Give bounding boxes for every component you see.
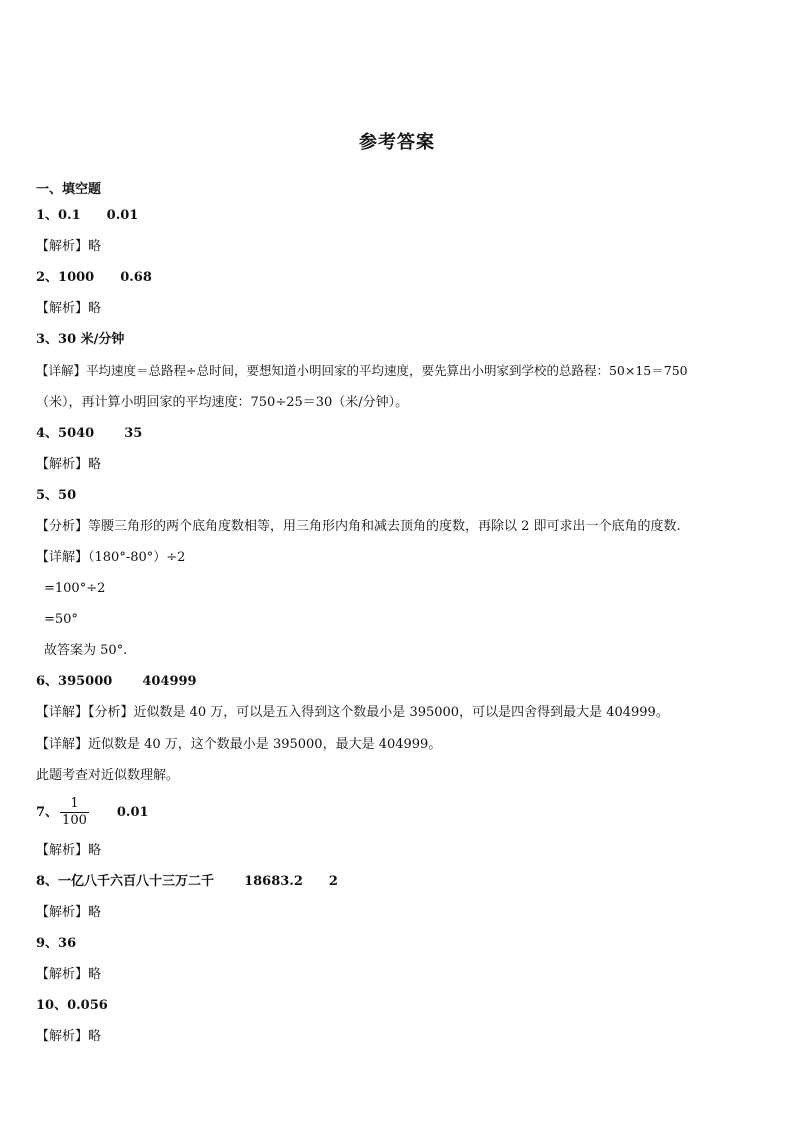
answer-note: 【解析】略	[36, 239, 102, 254]
answer-value: 50	[58, 488, 77, 503]
answer-value: 404999	[142, 674, 197, 689]
solution-step: 【详解】（180°-80°）÷2	[36, 550, 186, 565]
answer-value: 0.056	[67, 998, 108, 1013]
section-heading: 一、填空题	[36, 182, 102, 197]
answer-value: 30 米/分钟	[58, 332, 125, 347]
answer-summary: 此题考查对近似数理解。	[36, 768, 180, 783]
answer-item-2	[36, 269, 756, 287]
answer-detail: 【详解】【分析】近似数是 40 万，可以是五入得到这个数最小是 395000，可以是四舍得到最大是 404999。	[36, 705, 669, 720]
answer-note: 【解析】略	[36, 967, 102, 982]
answer-note: 【解析】略	[36, 457, 102, 472]
answer-value: 0.01	[106, 208, 139, 223]
answer-value: 0.68	[120, 270, 152, 285]
answer-item-9	[36, 935, 756, 953]
answer-value: 5040	[58, 426, 95, 441]
page-title: 参考答案	[359, 132, 435, 153]
item-number: 7、	[36, 805, 59, 820]
answer-item-3	[36, 331, 756, 349]
answer-value: 2	[328, 874, 338, 889]
answer-note: 【解析】略	[36, 1029, 102, 1044]
answer-note: 【解析】略	[36, 301, 102, 316]
fraction	[60, 796, 89, 829]
item-number: 9、	[36, 936, 59, 951]
item-number: 8、	[36, 874, 59, 889]
answer-detail: （米），再计算小明回家的平均速度：750÷25＝30（米/分钟）。	[36, 395, 409, 410]
answer-detail: 【详解】平均速度＝总路程÷总时间，要想知道小明回家的平均速度，要先算出小明家到学校的总路程：50×15＝750	[36, 363, 688, 378]
answer-item-4	[36, 425, 756, 443]
item-number: 10、	[36, 998, 68, 1013]
item-number: 2、	[36, 270, 59, 285]
answer-value: 18683.2	[244, 874, 303, 889]
fraction-numerator: 1	[70, 796, 79, 811]
answer-value: 1000	[58, 270, 95, 285]
answer-analysis: 【分析】等腰三角形的两个底角度数相等，用三角形内角和减去顶角的度数，再除以 2 即可求出一个底角的度数.	[36, 519, 681, 534]
solution-conclusion: 故答案为 50°.	[44, 643, 128, 658]
item-number: 1、	[36, 208, 59, 223]
answer-value: 35	[124, 426, 143, 441]
answer-item-6	[36, 673, 756, 691]
fraction-denominator: 100	[62, 813, 87, 828]
answer-value: 一亿八千六百八十三万二千	[58, 874, 215, 889]
item-number: 6、	[36, 674, 59, 689]
item-number: 5、	[36, 488, 59, 503]
solution-step: =50°	[44, 612, 78, 627]
answer-value: 36	[58, 936, 77, 951]
solution-step: =100°÷2	[44, 581, 106, 596]
answer-item-7	[36, 796, 756, 830]
answer-note: 【解析】略	[36, 843, 102, 858]
answer-value: 0.1	[58, 208, 81, 223]
answer-value: 0.01	[116, 805, 149, 820]
answer-item-10	[36, 997, 756, 1015]
answer-note: 【解析】略	[36, 905, 102, 920]
answer-item-8	[36, 873, 756, 891]
item-number: 4、	[36, 426, 59, 441]
item-number: 3、	[36, 332, 59, 347]
answer-item-1	[36, 207, 756, 225]
answer-value: 395000	[58, 674, 113, 689]
answer-detail: 【详解】近似数是 40 万，这个数最小是 395000，最大是 404999。	[36, 737, 442, 752]
answer-item-5	[36, 487, 756, 505]
